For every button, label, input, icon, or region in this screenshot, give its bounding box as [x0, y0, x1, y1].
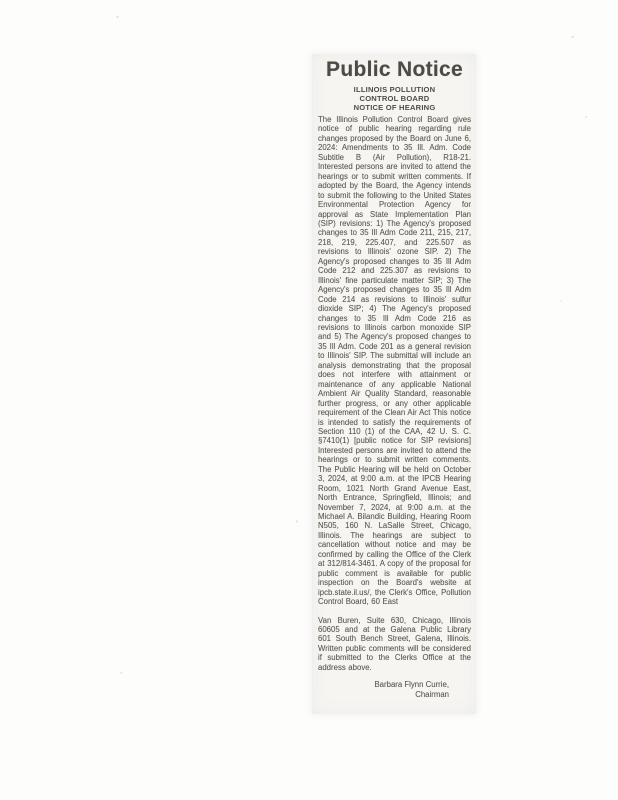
scan-speck — [560, 300, 562, 302]
scan-speck — [116, 16, 119, 18]
scan-speck — [571, 36, 574, 38]
org-line-2: CONTROL BOARD — [359, 94, 430, 103]
notice-signature-block — [318, 680, 471, 699]
org-line-3: NOTICE OF HEARING — [353, 103, 436, 112]
signature-name: Barbara Flynn Currie, — [374, 680, 449, 690]
notice-body-paragraph-2: Van Buren, Suite 630, Chicago, Illinois 60605 and at the Galena Public Library 601 South Bench Street, Galena, Illinois. Written public comments will be considered if submitted to the Clerks Office at the address above. — [318, 615, 471, 672]
notice-org-block — [318, 85, 471, 112]
scan-speck — [120, 672, 123, 674]
notice-headline: Public Notice — [326, 58, 463, 81]
scan-speck — [296, 520, 298, 523]
scan-speck — [585, 116, 587, 118]
public-notice-clipping — [312, 54, 476, 714]
notice-body-paragraph-1: The Illinois Pollution Control Board gives notice of public hearing regarding rule changes proposed by the Board on June 6, 2024: Amendments to 35 Ill. Adm. Code Subtitle B (Air Pollution), R18-21. Interested persons are invited to attend the hearings or to submit written comments. If adopted by the Board, the Agency intends to submit the following to the United States Environmental Protection Agency for approval as State Implementation Plan (SIP) revisions: 1) The Agency's proposed changes to 35 Ill Adm Code 211, 215, 217, 218, 219, 225.407, and 225.507 as revisions to Illinois' ozone SIP. 2) The Agency's proposed changes to 35 Ill Adm Code 212 and 225.307 as revisions to Illinois' fine particulate matter SIP; 3) The Agency's proposed changes to 35 Ill Adm Code 214 as revisions to Illinois' sulfur dioxide SIP; 4) The Agency's proposed changes to 35 Ill Adm Code 216 as revisions to Illinois carbon monoxide SIP and 5) The Agency's proposed changes to 35 Ill Adm. Code 201 as a general revision to Illinois' SIP. The submittal will include an analysis demonstrating that the proposal does not interfere with attainment or maintenance of any applicable National Ambient Air Quality Standard, reasonable further progress, or any other applicable requirement of the Clean Air Act This notice is intended to satisfy the requirements of Section 110 (1) of the CAA, 42 U. S. C. §7410(1) [public notice for SIP revisions] Interested persons are invited to attend the hearings or to submit written comments. The Public Hearing will be held on October 3, 2024, at 9:00 a.m. at the IPCB Hearing Room, 1021 North Grand Avenue East, North Entrance, Springfield, Illinois; and November 7, 2024, at 9:00 a.m. at the Michael A. Bilandic Building, Hearing Room N505, 160 N. LaSalle Street, Chicago, Illinois. The hearings are subject to cancellation without notice and may be confirmed by calling the Office of the Clerk at 312/814-3461. A copy of the proposal for public comment is available for public inspection on the Board's website at ipcb.state.il.us/, the Clerk's Office, Pollution Control Board, 60 East — [318, 115, 471, 607]
signature-title: Chairman — [415, 689, 449, 699]
org-line-1: ILLINOIS POLLUTION — [353, 85, 436, 94]
